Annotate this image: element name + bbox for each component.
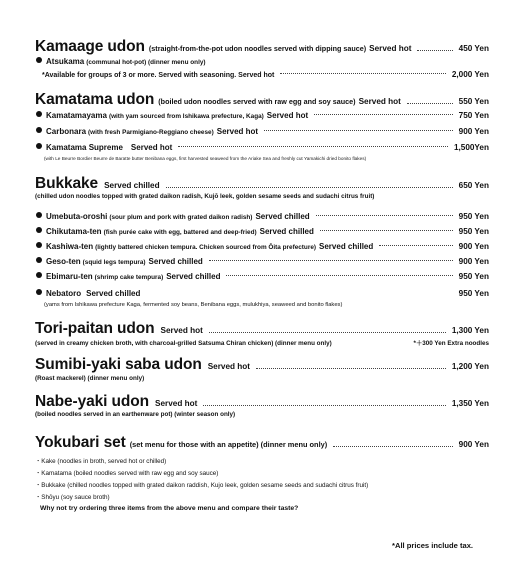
item-note: (shrimp cake tempura) [94,274,164,281]
item-note: (squid legs tempura) [82,259,146,266]
item-sub: Served chilled [319,242,374,251]
sumibi-price: 1,200 Yen [451,362,489,371]
item-sub: Served chilled [86,289,141,298]
bukkake-item [36,227,489,236]
item-note: (with yam sourced from Ishikawa prefecture, Kaga) [108,113,264,120]
item-note: (fish purée cake with egg, battered and deep-fried) [103,229,257,236]
toripaitan-detail: (served in creamy chicken broth, with charcoal-grilled Satsuma Chiran chicken) (dinner menu only) [35,340,332,347]
sumibi-detail: (Roast mackerel) (dinner menu only) [35,375,145,382]
yokubari-line: ・Kamatama (boiled noodles served with raw egg and soy sauce) [35,470,219,477]
item-price: 1,500Yen [453,143,489,152]
bukkake-item [36,272,489,281]
bullet-icon [36,289,42,295]
kamatama-item [36,127,489,136]
leader-dots [320,230,453,231]
item-price: 900 Yen [458,127,489,136]
supreme-detail: (with Le Beurre Bordier Beurre de Baratte butter Benibana eggs, first harvested seaweed from the Ariake Sea and freshly cut Yamakichi dried bonito flakes) [44,156,367,161]
sumibi-title: Sumibi-yaki saba udon [35,356,202,373]
yokubari-line: ・Kake (noodles in broth, served hot or chilled) [35,458,167,465]
leader-dots [407,103,453,104]
item-sub: Served chilled [148,257,203,266]
kamaage-header [35,38,489,56]
yokubari-question: Why not try ordering three items from the above menu and compare their taste? [40,505,299,512]
item-sub: Served hot [216,127,259,136]
bukkake-item [36,242,489,251]
bukkake-title: Bukkake [35,175,99,192]
item-price: 950 Yen [458,227,489,236]
bukkake-detail: (chilled udon noodles topped with grated daikon radish, Kujō leek, golden sesame seeds and sudachi citrus fruit) [35,193,375,200]
kamatama-desc: (boiled udon noodles served with raw egg and soy sauce) [158,97,356,106]
bukkake-sub: Served chilled [104,181,160,190]
nabeyaki-sub: Served hot [155,399,198,408]
leader-dots [314,114,453,115]
yokubari-title: Yokubari set [35,434,126,451]
atsukama-name: Atsukama [46,57,85,66]
leader-dots [333,446,452,447]
leader-dots [203,405,445,406]
yokubari-header [35,434,489,452]
bullet-icon [36,257,42,263]
atsukama-item [36,57,206,66]
bullet-icon [36,143,42,149]
item-sub: Served chilled [255,212,310,221]
item-name: Kamatamayama [46,111,107,120]
item-sub: Served hot [130,143,173,152]
bukkake-price: 650 Yen [458,181,489,190]
bullet-icon [36,227,42,233]
item-name: Carbonara [46,127,87,136]
yokubari-price: 900 Yen [458,440,489,449]
item-name: Umebuta-oroshi [46,212,108,221]
kamatama-sub: Served hot [358,97,401,106]
group-note-row [42,70,489,79]
leader-dots [226,275,452,276]
kamaage-sub: Served hot [369,44,412,53]
item-name: Chikutama-ten [46,227,102,236]
nabeyaki-header [35,393,489,411]
bukkake-item [36,257,489,266]
item-name: Kashiwa-ten [46,242,94,251]
kamatama-price: 550 Yen [458,97,489,106]
toripaitan-sub: Served hot [160,326,203,335]
kamatama-title: Kamatama udon [35,91,155,108]
bullet-icon [36,272,42,278]
leader-dots [417,50,452,51]
toripaitan-detail-row [35,338,489,347]
leader-dots [166,187,453,188]
leader-dots [178,146,448,147]
nebatoro-detail: (yams from Ishikawa prefecture Kaga, fermented soy beans, Benibana eggs, mulukhiya, seaweed and bonito flakes) [44,302,343,308]
leader-dots [264,130,453,131]
item-price: 950 Yen [458,212,489,221]
item-name: Nebatoro [46,289,82,298]
item-price: 750 Yen [458,111,489,120]
sumibi-sub: Served hot [207,362,251,371]
toripaitan-title: Tori-paitan udon [35,320,155,337]
bullet-icon [36,111,42,117]
bukkake-item [36,289,489,298]
leader-dots [209,332,446,333]
yokubari-desc: (set menu for those with an appetite) (dinner menu only) [129,440,328,449]
item-sub: Served chilled [166,272,221,281]
kamaage-desc: (straight-from-the-pot udon noodles served with dipping sauce) [148,44,367,53]
nabeyaki-title: Nabe-yaki udon [35,393,150,410]
item-name: Geso-ten [46,257,81,266]
leader-dots [280,73,445,74]
leader-dots [316,215,453,216]
kamaage-title: Kamaage udon [35,38,145,55]
kamatama-header [35,91,489,109]
atsukama-note: (communal hot-pot) (dinner menu only) [86,59,206,66]
item-note: (sour plum and pork with grated daikon radish) [109,214,253,221]
leader-dots [379,245,452,246]
leader-dots [209,260,453,261]
nabeyaki-detail: (boiled noodles served in an earthenware pot) (winter season only) [35,411,236,418]
bukkake-item [36,212,489,221]
item-price: 900 Yen [458,242,489,251]
item-price: 950 Yen [458,272,489,281]
bukkake-header [35,175,489,193]
kamatama-item [36,143,489,152]
bullet-icon [36,127,42,133]
toripaitan-price: 1,300 Yen [451,326,489,335]
sumibi-header [35,356,489,374]
toripaitan-header [35,320,489,338]
item-price: 950 Yen [458,289,489,298]
nabeyaki-price: 1,350 Yen [451,399,489,408]
bullet-icon [36,242,42,248]
group-note: *Available for groups of 3 or more. Served with seasoning. Served hot [42,72,275,79]
item-price: 900 Yen [458,257,489,266]
kamatama-item [36,111,489,120]
yokubari-line: ・Shōyu (soy sauce broth) [35,494,110,501]
item-sub: Served hot [266,111,309,120]
kamaage-price: 450 Yen [458,44,489,53]
item-sub: Served chilled [259,227,314,236]
bullet-icon [36,57,42,63]
bullet-icon [36,212,42,218]
item-name: Ebimaru-ten [46,272,93,281]
leader-dots [256,368,446,369]
group-price: 2,000 Yen [451,70,489,79]
item-name: Kamatama Supreme [46,143,123,152]
tax-note: *All prices include tax. [392,541,474,550]
yokubari-line: ・Bukkake (chilled noodles topped with grated daikon raddish, Kujo leek, golden sesame seeds and sudachi citrus fruit) [35,482,369,489]
item-note: (lightly battered chicken tempura. Chicken sourced from Ōita prefecture) [95,244,317,251]
item-note: (with fresh Parmigiano-Reggiano cheese) [88,129,214,136]
toripaitan-extra: *＋300 Yen Extra noodles [413,340,489,347]
